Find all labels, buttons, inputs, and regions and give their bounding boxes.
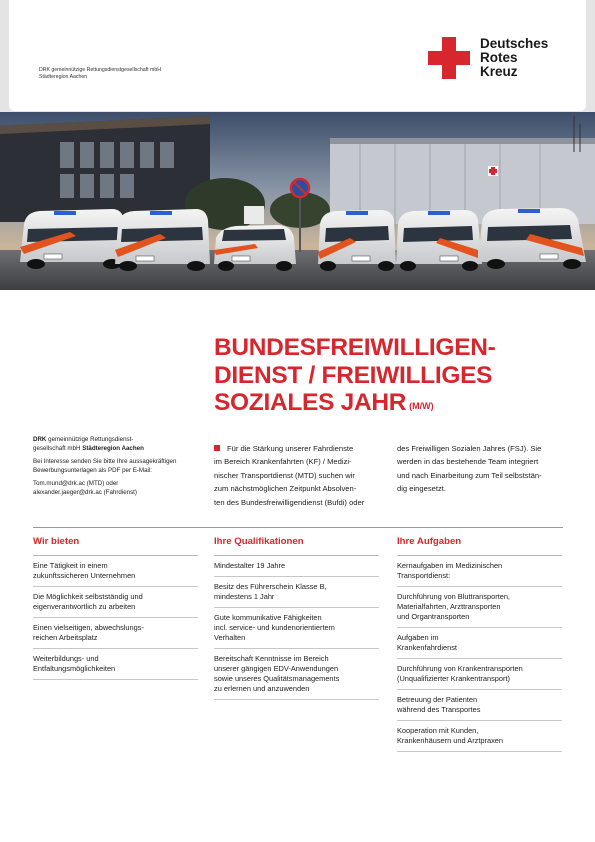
section-divider [33,527,563,528]
red-square-bullet-icon [214,445,220,451]
contact-org-region: Städteregion Aachen [82,444,144,452]
intro-line: zum nächstmöglichen Zeitpunkt Absolven- [214,484,357,494]
intro-line: werden in das bestehende Team integriert [397,457,539,467]
column-qualifikationen [214,536,379,700]
gender-suffix: (M/W) [409,401,434,411]
intro-line: im Bereich Krankenfahrten (KF) / Medizi- [214,457,352,467]
list-item-line: Kooperation mit Kunden, [397,726,479,735]
list-item [397,556,562,587]
vehicle-2 [115,209,210,271]
fleet-photo [0,112,595,290]
intro-line: und nach Einarbeitung zum Teil selbststän- [397,470,542,480]
apply-line-1: Bei Interesse senden Sie bitte Ihre aussagekräftigen [33,458,177,466]
contact-block [33,436,198,503]
ambulance-fleet-image [0,112,595,290]
list-item [397,587,562,628]
headline-line-1: BUNDESFREIWILLIGEN- [214,334,496,361]
list-item-line: eigenverantwortlich zu arbeiten [33,602,136,611]
list-item-line: Eine Tätigkeit in einem [33,561,108,570]
headline-line-3 [214,389,574,421]
logo-word-2: Rotes [480,50,518,65]
list-item-line: unserer gängigen EDV-Anwendungen [214,664,339,673]
intro-line: ten des Bundesfreiwilligendienst (Bufdi) oder [214,497,365,507]
vehicle-1 [20,209,128,269]
headline-line-2: DIENST / FREIWILLIGES [214,361,493,389]
list-item-line: Betreuung der Patienten [397,695,478,704]
column-title: Wir bieten [33,536,198,556]
column-aufgaben [397,536,562,752]
headline-line-3-text: SOZIALES JAHR [214,389,407,416]
list-item [397,690,562,721]
column-items [33,556,198,680]
list-item [214,608,379,649]
list-item [33,587,198,618]
list-item-line: Weiterbildungs- und [33,654,99,663]
red-cross-icon [428,37,470,79]
job-title-headline [214,334,574,421]
intro-line-text: Für die Stärkung unserer Fahrdienste [227,444,354,453]
list-item [214,577,379,608]
list-item-line: während des Transportes [397,705,481,714]
list-item-line: Transportdienst: [397,571,451,580]
list-item-line: zu erlernen und anzuwenden [214,684,310,693]
column-wir-bieten [33,536,198,680]
vehicle-5 [396,210,482,271]
intro-line: dig eingesetzt. [397,484,446,494]
intro-line: nischer Transportdienst (MTD) suchen wir [214,470,355,480]
intro-text-col-1 [214,442,384,509]
list-item [33,649,198,680]
apply-line-2: Bewerbungsunterlagen als PDF per E-Mail: [33,466,152,474]
contact-org-rest: gemeinnützige Rettungsdienst- [46,436,134,443]
organization-line-2: Städteregion Aachen [39,73,88,80]
list-item-line: Entfaltungsmöglichkeiten [33,664,116,673]
organization-line-1: DRK gemeinnützige Rettungsdienstgesellschaft mbH [39,67,161,73]
contact-org-line-2: gesellschaft mbH [33,444,83,452]
contact-apply-instructions [33,458,198,475]
list-item-line: reichen Arbeitsplatz [33,633,98,642]
list-item-line: incl. service- und kundenorientiertem [214,623,335,632]
list-item-line: Mindestalter 19 Jahre [214,561,286,570]
contact-emails [33,480,198,497]
logo-wordmark [480,37,595,79]
organization-name [39,67,259,80]
list-item-line: Bereitschaft Kenntnisse im Bereich [214,654,329,663]
list-item-line: (Unqualifizierter Krankentransport) [397,674,510,683]
list-item-line: und Organtransporten [397,612,470,621]
list-item-line: Die Möglichkeit selbstständig und [33,592,143,601]
list-item [397,628,562,659]
list-item [33,556,198,587]
list-item-line: Durchführung von Bluttransporten, [397,592,510,601]
list-item-line: Kernaufgaben im Medizinischen [397,561,503,570]
list-item-line: Krankenfahrdienst [397,643,457,652]
list-item-line: mindestens 1 Jahr [214,592,275,601]
email-fahrdienst[interactable]: alexander.jaeger@drk.ac (Fahrdienst) [33,488,137,496]
list-item [397,721,562,752]
list-item-line: Einen vielseitigen, abwechslungs- [33,623,144,632]
intro-line: des Freiwilligen Sozialen Jahres (FSJ). Sie [397,444,542,453]
list-item-line: Krankenhäusern und Arztpraxen [397,736,504,745]
list-item-line: Verhalten [214,633,246,642]
logo-word-1: Deutsches [480,36,549,51]
list-item-line: Materialfahrten, Arzttransporten [397,602,501,611]
intro-text-col-2 [397,442,567,496]
list-item [214,556,379,577]
list-item [397,659,562,690]
contact-organization [33,436,198,453]
email-mtd[interactable]: Tom.mund@drk.ac (MTD) oder [33,480,119,488]
logo-word-3: Kreuz [480,64,518,79]
list-item [214,649,379,700]
list-item [33,618,198,649]
list-item-line: zukunftssicheren Unternehmen [33,571,136,580]
vehicle-4 [318,210,396,271]
list-item-line: Besitz des Führerschein Klasse B, [214,582,327,591]
column-title: Ihre Qualifikationen [214,536,379,556]
list-item-line: Durchführung von Krankentransporten [397,664,523,673]
list-item-line: Gute kommunikative Fähigkeiten [214,613,322,622]
contact-org-bold: DRK [33,436,47,443]
list-item-line: Aufgaben im [397,633,439,642]
list-item-line: sowie unseres Qualitätsmanagements [214,674,340,683]
intro-line [214,442,384,455]
column-items [397,556,562,752]
column-items [214,556,379,700]
vehicle-6 [478,208,586,269]
column-title: Ihre Aufgaben [397,536,562,556]
